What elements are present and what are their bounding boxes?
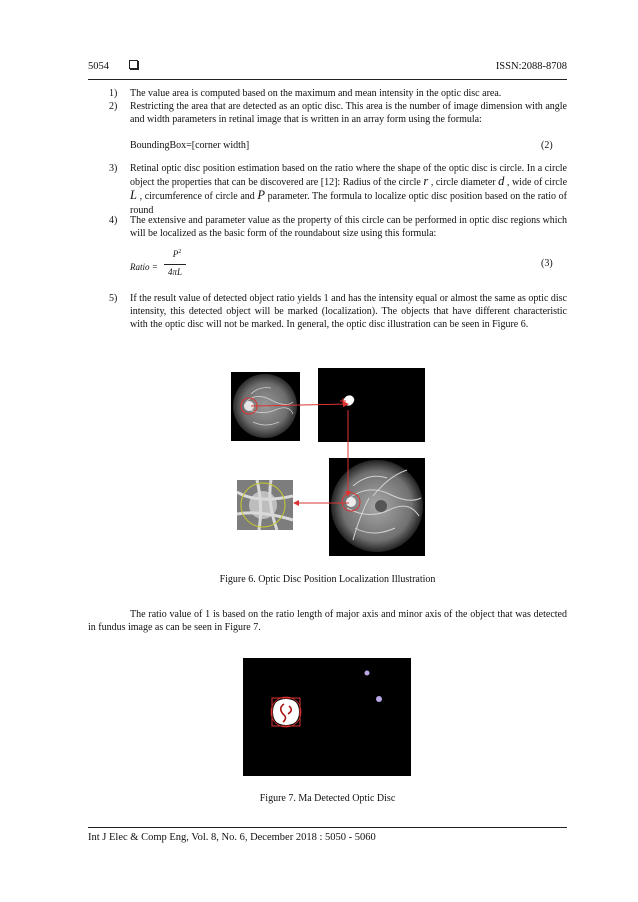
header-rule: [88, 79, 567, 80]
variable-p: P: [257, 188, 266, 203]
list-item-text: Retinal optic disc position estimation based on the ratio where the shape of the optic disc is circle. In a circle object the properties that can be discovered are [12]: Radius of the circle r , circle diameter d , wide of circle L , circumference of circle and P parameter. The formula to localize optic disc position based on the ratio of round: [130, 163, 568, 216]
list-item-text: If the result value of detected object ratio yields 1 and has the intensity equal or almost the same as optic disc intensity, this detected object will be marked (localization). The objects that have different characteristic with the optic disc will not be marked. In general, the optic disc illustration can be seen in Figure 6.: [130, 293, 567, 331]
list-number: 5): [109, 293, 118, 304]
list-item-text: The extensive and parameter value as the property of this circle can be performed in optic disc regions which will be localized as the basic form of the roundabout size using this formula:: [130, 215, 567, 240]
variable-l: L: [130, 188, 137, 203]
list-item-text: Restricting the area that are detected as an optic disc. This area is the number of image dimension with angle and width parameters in retinal image that is written in an array form using the formula:: [130, 101, 567, 126]
fraction-bar: [164, 264, 186, 265]
figure-7-caption: Figure 7. Ma Detected Optic Disc: [259, 793, 396, 804]
footer-rule: [88, 827, 567, 828]
page-number: 5054: [88, 61, 109, 72]
equation-number: (3): [541, 258, 553, 269]
variable-r: r: [423, 174, 429, 189]
equation-number: (2): [541, 140, 553, 151]
formula-boundingbox: BoundingBox=[corner width]: [130, 140, 250, 151]
figure-7-image: [243, 658, 411, 776]
list-number: 1): [109, 88, 118, 99]
list-number: 3): [109, 163, 118, 174]
formula-ratio-lhs: Ratio =: [130, 262, 158, 272]
square-bullet-icon: [111, 60, 138, 72]
list-item-text: The value area is computed based on the maximum and mean intensity in the optic disc area.: [130, 88, 502, 99]
variable-d: d: [498, 174, 505, 189]
connector-arrows: [231, 368, 427, 558]
list-number: 4): [109, 215, 118, 226]
formula-denominator: 4πL: [167, 267, 182, 277]
figure-6-caption: Figure 6. Optic Disc Position Localization Illustration: [219, 574, 436, 585]
body-paragraph: The ratio value of 1 is based on the ratio length of major axis and minor axis of the object that was detected in fundus image as can be seen in Figure 7.: [88, 609, 567, 634]
issn: ISSN:2088-8708: [495, 61, 567, 72]
list-number: 2): [109, 101, 118, 112]
formula-numerator: $P^2$: [172, 249, 182, 259]
figure-6: [231, 368, 427, 558]
footer-citation: Int J Elec & Comp Eng, Vol. 8, No. 6, December 2018 : 5050 - 5060: [88, 832, 376, 843]
